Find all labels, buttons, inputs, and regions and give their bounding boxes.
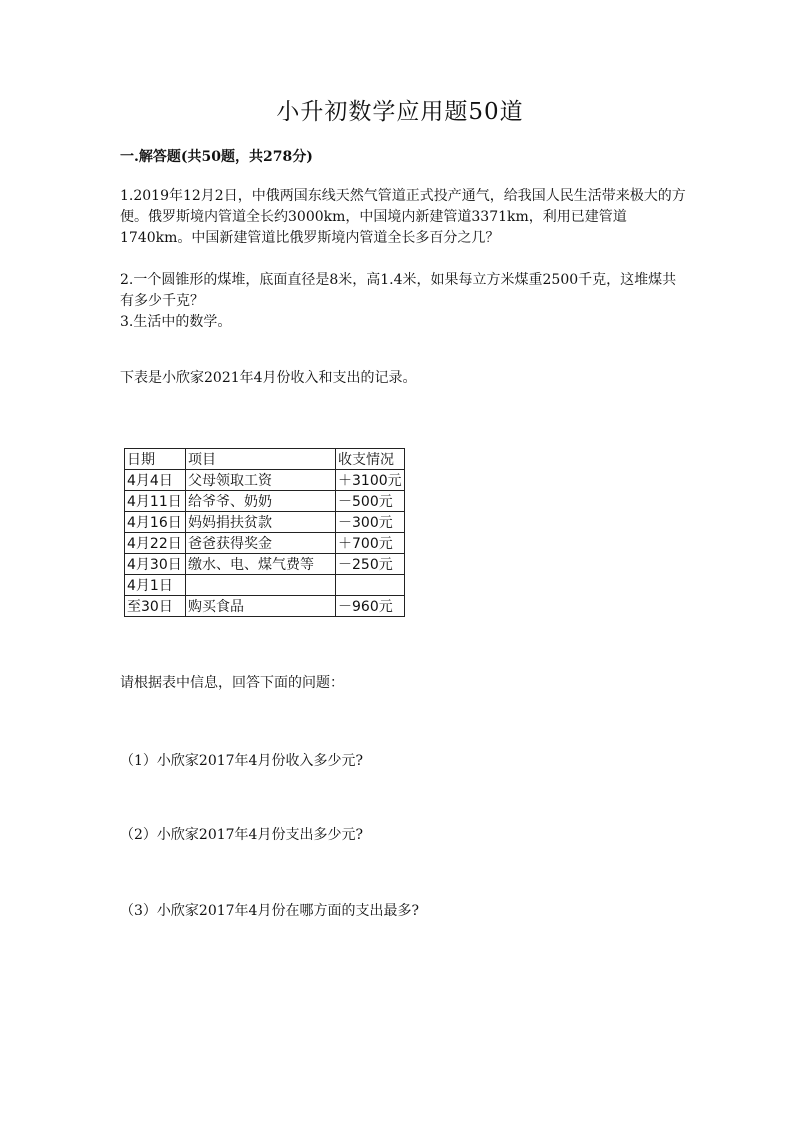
income-expense-table	[124, 448, 405, 617]
cell-item: 父母领取工资	[186, 470, 336, 491]
cell-item: 给爷爷、奶奶	[186, 491, 336, 512]
header-amount: 收支情况	[336, 449, 405, 470]
table-row	[125, 575, 405, 596]
cell-amount: ＋700元	[336, 533, 405, 554]
table-row	[125, 512, 405, 533]
cell-item: 缴水、电、煤气费等	[186, 554, 336, 575]
subquestion-2: （2）小欣家2017年4月份支出多少元?	[120, 827, 363, 843]
table-row	[125, 554, 405, 575]
cell-amount: －960元	[336, 596, 405, 617]
table-row	[125, 491, 405, 512]
question-number: 3.	[120, 314, 134, 330]
table-header-row	[125, 449, 405, 470]
question-2	[120, 270, 686, 312]
cell-date: 4月1日	[125, 575, 186, 596]
question-number: 1.	[120, 188, 134, 204]
section-heading: 一.解答题(共50题，共278分)	[120, 149, 313, 165]
header-date: 日期	[125, 449, 186, 470]
question-text: 2019年12月2日，中俄两国东线天然气管道正式投产通气，给我国人民生活带来极大的方便。俄罗斯境内管道全长约3000km，中国境内新建管道3371km，利用已建管道1740km。中国新建管道比俄罗斯境内管道全长多百分之几？	[120, 188, 686, 246]
question-text: 生活中的数学。	[133, 314, 232, 330]
table-row	[125, 533, 405, 554]
cell-item: 爸爸获得奖金	[186, 533, 336, 554]
cell-amount: －250元	[336, 554, 405, 575]
cell-item: 购买食品	[186, 596, 336, 617]
cell-item	[186, 575, 336, 596]
cell-amount: ＋3100元	[336, 470, 405, 491]
subquestion-3: （3）小欣家2017年4月份在哪方面的支出最多?	[120, 903, 419, 919]
cell-date: 4月16日	[125, 512, 186, 533]
subquestion-1: （1）小欣家2017年4月份收入多少元?	[120, 753, 363, 769]
cell-date: 4月4日	[125, 470, 186, 491]
cell-date: 至30日	[125, 596, 186, 617]
table-row	[125, 470, 405, 491]
table-row	[125, 596, 405, 617]
cell-date: 4月30日	[125, 554, 186, 575]
cell-item: 妈妈捐扶贫款	[186, 512, 336, 533]
table-intro: 下表是小欣家2021年4月份收入和支出的记录。	[120, 370, 417, 386]
cell-date: 4月22日	[125, 533, 186, 554]
cell-date: 4月11日	[125, 491, 186, 512]
question-text: 一个圆锥形的煤堆，底面直径是8米，高1.4米，如果每立方米煤重2500千克，这堆煤共有多少千克？	[120, 272, 677, 309]
header-item: 项目	[186, 449, 336, 470]
instruction-text: 请根据表中信息，回答下面的问题：	[120, 675, 344, 691]
cell-amount	[336, 575, 405, 596]
question-3	[120, 312, 686, 333]
question-1	[120, 186, 686, 249]
question-number: 2.	[120, 272, 134, 288]
cell-amount: －300元	[336, 512, 405, 533]
cell-amount: －500元	[336, 491, 405, 512]
page-title: 小升初数学应用题50道	[276, 99, 524, 125]
